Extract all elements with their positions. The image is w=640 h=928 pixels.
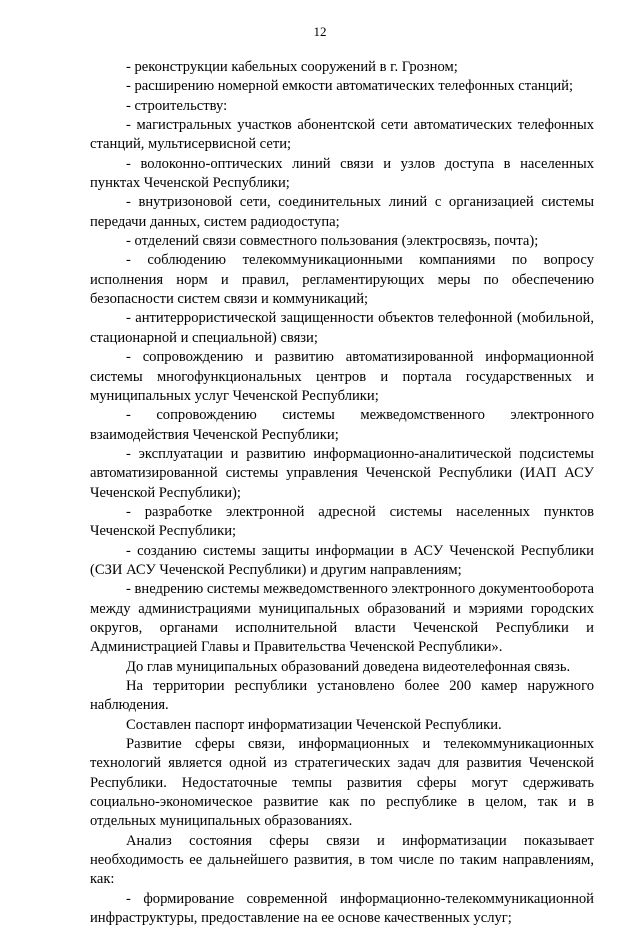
paragraph: - волоконно-оптических линий связи и узлов доступа в населенных пунктах Чеченской Республики; xyxy=(90,155,594,192)
paragraph: - внутризоновой сети, соединительных линий с организацией системы передачи данных, систем радиодоступа; xyxy=(90,194,594,230)
paragraph: - реконструкции кабельных сооружений в г. Грозном; xyxy=(126,59,458,75)
paragraph: - разработке электронной адресной системы населенных пунктов Чеченской Республики; xyxy=(90,503,594,540)
paragraph: До глав муниципальных образований доведена видеотелефонная связь. xyxy=(126,658,571,675)
paragraph: - сопровождению и развитию автоматизированной информационной системы многофункциональных центров и портала государственных и муниципальных услуг Чеченской Республики; xyxy=(90,349,594,404)
paragraph: - соблюдению телекоммуникационными компаниями по вопросу исполнения норм и правил, регламентирующих меры по обеспечению безопасности систем связи и коммуникаций; xyxy=(90,252,594,308)
paragraph: - магистральных участков абонентской сети автоматических телефонных станций, мультисервисной сети; xyxy=(90,117,594,153)
page-number: 12 xyxy=(313,24,327,39)
paragraph: - сопровождению системы межведомственного электронного взаимодействия Чеченской Республики; xyxy=(90,407,594,443)
paragraph: - созданию системы защиты информации в АСУ Чеченской Республики (СЗИ АСУ Чеченской Республики) и другим направлениям; xyxy=(90,542,594,578)
paragraph: Развитие сферы связи, информационных и телекоммуникационных технологий является одной из стратегических задач для развития Чеченской Республики. Недостаточные темпы развития сферы могут сдерживать социально-экономическое развитие как по республике в целом, так и в отдельных муниципальных образованиях. xyxy=(90,736,594,830)
paragraph: - строительству: xyxy=(126,97,228,114)
paragraph: На территории республики установлено более 200 камер наружного наблюдения. xyxy=(90,678,594,714)
paragraph: - антитеррористической защищенности объектов телефонной (мобильной, стационарной и специальной) связи; xyxy=(90,310,594,346)
paragraph: - эксплуатации и развитию информационно-аналитической подсистемы автоматизированной системы управления Чеченской Республики (ИАП АСУ Чеченской Республики); xyxy=(90,445,594,501)
paragraph: - расширению номерной емкости автоматических телефонных станций; xyxy=(126,78,574,95)
paragraph: - внедрению системы межведомственного электронного документооборота между администрациями муниципальных образований и мэриями городских округов, органами исполнительной власти Чеченской Республики и Администрацией Главы и Правительства Чеченской Республики». xyxy=(90,581,594,656)
paragraph: Анализ состояния сферы связи и информатизации показывает необходимость ее дальнейшего развития, в том числе по таким направлениям, как: xyxy=(90,832,594,888)
paragraph: Составлен паспорт информатизации Чеченской Республики. xyxy=(126,716,502,733)
document-body xyxy=(90,58,594,928)
paragraph: - отделений связи совместного пользования (электросвязь, почта); xyxy=(126,233,539,250)
paragraph: - формирование современной информационно-телекоммуникационной инфраструктуры, предоставление на ее основе качественных услуг; xyxy=(90,890,594,927)
